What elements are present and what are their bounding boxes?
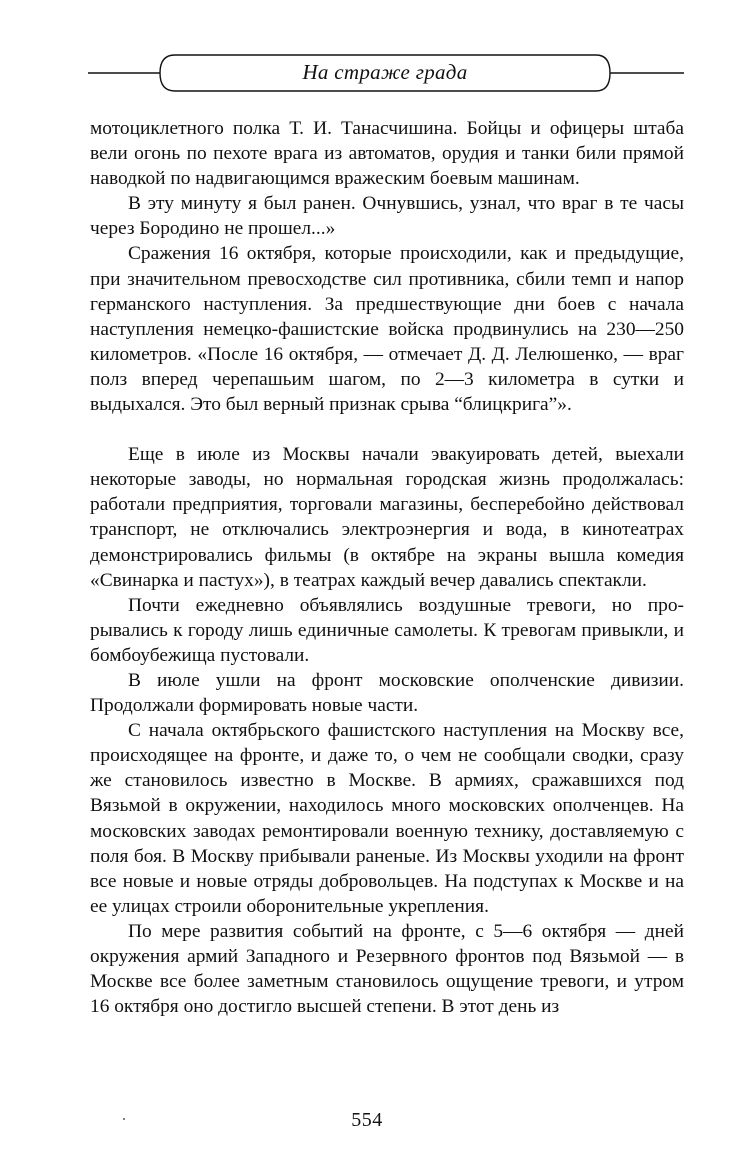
page-header <box>0 0 734 110</box>
paragraph: Сражения 16 октября, которые происходили, как и предыдущие, при значительном превосходстве сил противника, сбили темп и напор германского наступления. За предшествующие дни боев с начала наступления немецко-фашистские войска продвинулись на 230—250 километров. «После 16 октября, — отмечает Д. Д. Лелюшенко, — враг полз вперед черепашьим шагом, по 2—3 километра в сутки и выдыхался. Это был верный признак срыва “блицкрига”». <box>90 243 684 416</box>
running-title: На страже града <box>302 60 468 84</box>
paragraph: В июле ушли на фронт московские ополченские дивизии. Продолжали формировать новые части. <box>90 669 684 717</box>
paragraph: мотоциклетного полка Т. И. Танасчишина. Бойцы и офицеры штаба вели огонь по пехоте врага из автоматов, орудия и танки били прямой наводкой по надвигающимся вражеским боевым машинам. <box>90 118 684 190</box>
paragraph: По мере развития событий на фронте, с 5—6 октября — дней окружения армий Западного и Резервного фронтов под Вязьмой — в Москве все более заметным становилось ощущение тревоги, и утром 16 октября оно достигло высшей степени. В этот день из <box>90 920 684 1018</box>
paragraph: Почти ежедневно объявлялись воздушные тревоги, но прорывались к городу лишь единичные самолеты. К тревогам привыкли, и бомбоубежища пустовали. <box>90 594 684 666</box>
body-text <box>90 116 684 1019</box>
page-number: 554 <box>351 1109 383 1131</box>
paragraph: В эту минуту я был ранен. Очнувшись, узнал, что враг в те часы через Бородино не прошел...» <box>90 193 684 240</box>
paragraph: С начала октябрьского фашистского наступления на Москву все, происходящее на фронте, и даже то, о чем не сообщали сводки, сразу же становилось известно в Москве. В армиях, сражавшихся под Вязьмой в окружении, находилось много московских ополченцев. На московских заводах ремонтировали военную технику, доставляемую с поля боя. В Москву прибывали раненые. Из Москвы уходили на фронт все новые и новые отряды добровольцев. На подступах к Москве и на ее улицах строили оборонительные укрепления. <box>90 720 684 917</box>
running-head-frame <box>0 0 734 110</box>
paragraph: Еще в июле из Москвы начали эвакуировать детей, выехали некоторые заводы, но нормальная городская жизнь продолжалась: работали предприятия, торговали магазины, бесперебойно действовал транспорт, не отключались электроэнергия и вода, в кинотеатрах демонстрировались фильмы (в октябре на экраны вышла комедия «Свинарка и пастух»), в театрах каждый вечер давались спектакли. <box>90 444 684 591</box>
